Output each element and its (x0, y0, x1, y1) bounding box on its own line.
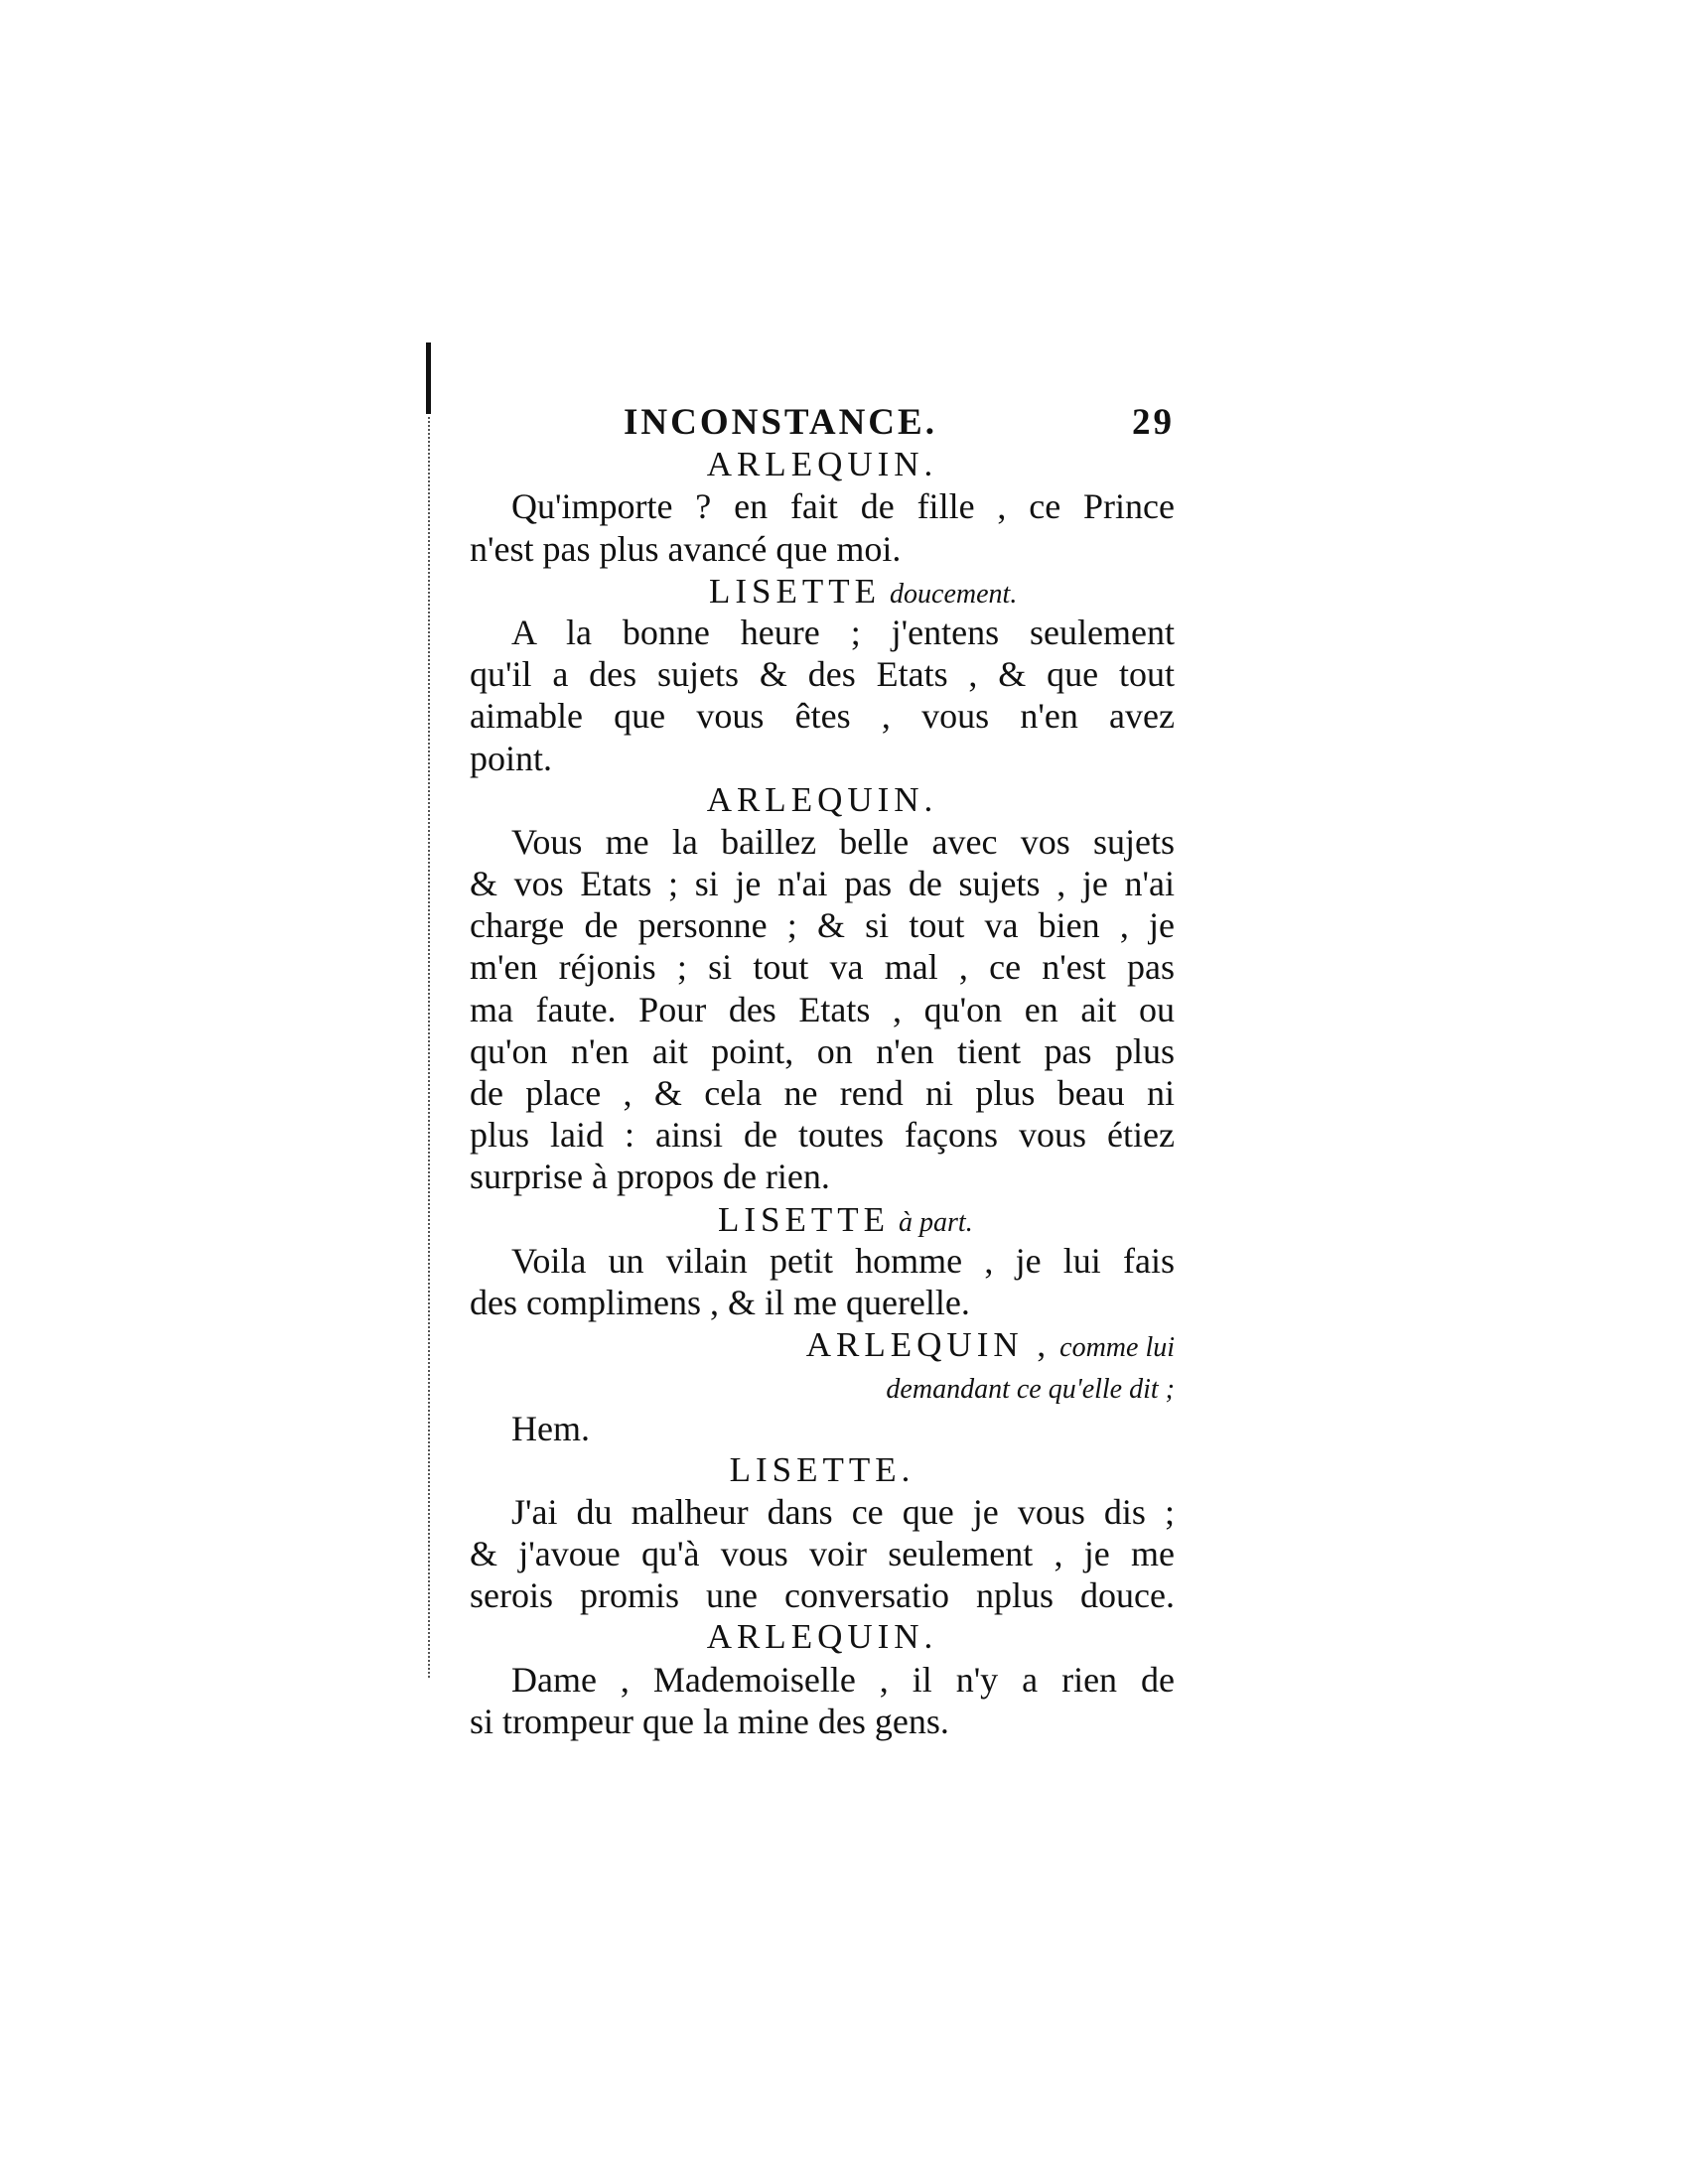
text-line: Dame , Mademoiselle , il n'y a rien de (511, 1659, 1175, 1700)
speaker-line (470, 570, 1175, 612)
running-header (470, 402, 1175, 444)
stage-direction: doucement. (890, 578, 1018, 610)
gutter-dotted-line (428, 417, 430, 1678)
speaker-name: LISETTE (709, 571, 882, 611)
text-line: charge de personne ; & si tout va bien , je (470, 905, 1175, 946)
text-line: m'en réjonis ; si tout va mal , ce n'est pas (470, 947, 1175, 988)
speaker-name: ARLEQUIN. (706, 1617, 938, 1657)
text-line: & vos Etats ; si je n'ai pas de sujets , je n'ai (470, 864, 1175, 904)
text-line: J'ai du malheur dans ce que je vous dis ; (511, 1491, 1175, 1532)
text-line: serois promis une conversatio nplus douce. (470, 1575, 1175, 1616)
speaker-name: ARLEQUIN. (706, 779, 938, 819)
text-line: ma faute. Pour des Etats , qu'on en ait ou (470, 989, 1175, 1029)
text-line: A la bonne heure ; j'entens seulement (511, 612, 1175, 652)
speaker-name: LISETTE. (729, 1449, 915, 1489)
text-line: surprise à propos de rien. (470, 1157, 830, 1197)
page-edge-mark (426, 342, 431, 414)
text-line: si trompeur que la mine des gens. (470, 1701, 949, 1741)
text-line: Vous me la baillez belle avec vos sujets (511, 821, 1175, 862)
speaker-line (470, 1198, 1175, 1240)
text-line: n'est pas plus avancé que moi. (470, 528, 902, 569)
text-line: Voila un vilain petit homme , je lui fais (511, 1240, 1175, 1281)
text-line: & j'avoue qu'à vous voir seulement , je me (470, 1534, 1175, 1574)
text-line: de place , & cela ne rend ni plus beau ni (470, 1073, 1175, 1113)
speaker-name: ARLEQUIN , (805, 1325, 1052, 1365)
text-line: aimable que vous êtes , vous n'en avez (470, 696, 1175, 737)
stage-direction: comme lui (1059, 1332, 1175, 1364)
text-line: plus laid : ainsi de toutes façons vous étiez (470, 1115, 1175, 1156)
text-line: qu'il a des sujets & des Etats , & que tout (470, 654, 1175, 695)
text-line: point. (470, 738, 553, 778)
text-line: des complimens , & il me querelle. (470, 1282, 970, 1322)
book-page (470, 402, 1175, 1742)
text-line: Qu'importe ? en fait de fille , ce Prince (511, 486, 1175, 527)
page-number: 29 (1132, 402, 1175, 443)
speaker-line (470, 1323, 1175, 1365)
speaker-name: LISETTE (718, 1199, 891, 1239)
stage-direction-line (470, 1365, 1175, 1407)
text-line: Hem. (511, 1408, 590, 1448)
stage-direction: à part. (899, 1206, 973, 1238)
running-title: INCONSTANCE. (624, 402, 937, 443)
text-line: qu'on n'en ait point, on n'en tient pas plus (470, 1030, 1175, 1071)
speaker-name: ARLEQUIN. (706, 445, 938, 484)
stage-direction: demandant ce qu'elle dit ; (886, 1374, 1175, 1406)
